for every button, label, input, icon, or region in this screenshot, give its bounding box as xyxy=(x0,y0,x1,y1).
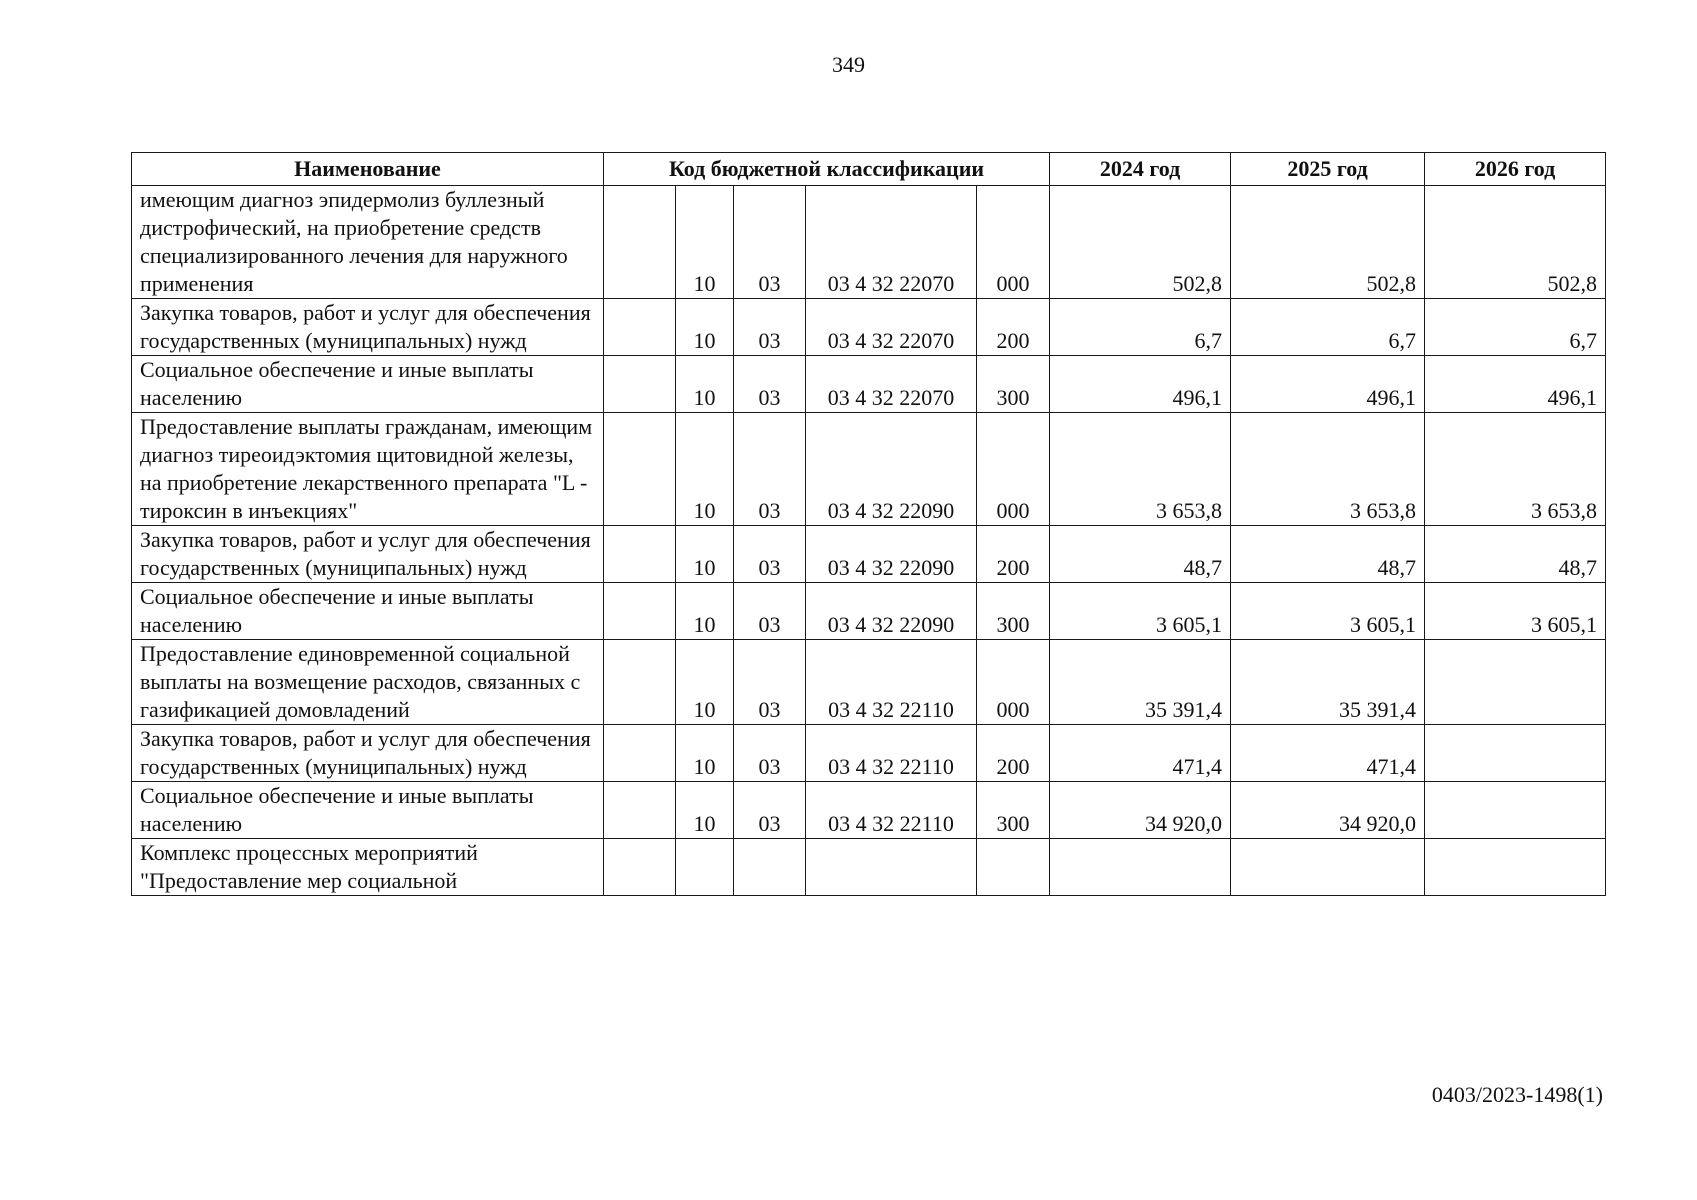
code-subsection: 03 xyxy=(734,782,806,839)
code-subsection xyxy=(734,839,806,896)
code-expense-type: 000 xyxy=(977,186,1050,299)
code-target-article: 03 4 32 22110 xyxy=(806,782,977,839)
code-section: 10 xyxy=(676,299,734,356)
table-row xyxy=(132,413,1606,526)
row-name: Социальное обеспечение и иные выплаты населению xyxy=(132,583,604,640)
amount-2025: 6,7 xyxy=(1231,299,1425,356)
code-part-empty xyxy=(604,782,676,839)
table-row xyxy=(132,356,1606,413)
row-name: Социальное обеспечение и иные выплаты населению xyxy=(132,356,604,413)
table-row xyxy=(132,725,1606,782)
amount-2025 xyxy=(1231,839,1425,896)
code-part-empty xyxy=(604,839,676,896)
table-row xyxy=(132,299,1606,356)
code-target-article: 03 4 32 22110 xyxy=(806,640,977,725)
amount-2024: 6,7 xyxy=(1050,299,1231,356)
code-section: 10 xyxy=(676,583,734,640)
table-row xyxy=(132,583,1606,640)
code-target-article: 03 4 32 22090 xyxy=(806,413,977,526)
amount-2025: 496,1 xyxy=(1231,356,1425,413)
code-part-empty xyxy=(604,640,676,725)
code-subsection: 03 xyxy=(734,356,806,413)
amount-2026: 6,7 xyxy=(1425,299,1606,356)
amount-2024: 3 653,8 xyxy=(1050,413,1231,526)
row-name: Закупка товаров, работ и услуг для обеспечения государственных (муниципальных) нужд xyxy=(132,299,604,356)
amount-2026: 502,8 xyxy=(1425,186,1606,299)
header-name: Наименование xyxy=(132,153,604,186)
code-target-article: 03 4 32 22070 xyxy=(806,299,977,356)
code-expense-type: 300 xyxy=(977,782,1050,839)
code-expense-type: 300 xyxy=(977,356,1050,413)
amount-2026 xyxy=(1425,839,1606,896)
code-target-article: 03 4 32 22070 xyxy=(806,186,977,299)
row-name: Социальное обеспечение и иные выплаты населению xyxy=(132,782,604,839)
header-budget-code: Код бюджетной классификации xyxy=(604,153,1050,186)
header-2024: 2024 год xyxy=(1050,153,1231,186)
code-expense-type: 000 xyxy=(977,640,1050,725)
amount-2024: 48,7 xyxy=(1050,526,1231,583)
table-body xyxy=(132,186,1606,896)
code-part-empty xyxy=(604,725,676,782)
code-expense-type: 300 xyxy=(977,583,1050,640)
row-name: Закупка товаров, работ и услуг для обеспечения государственных (муниципальных) нужд xyxy=(132,526,604,583)
amount-2026 xyxy=(1425,640,1606,725)
code-subsection: 03 xyxy=(734,413,806,526)
amount-2026: 496,1 xyxy=(1425,356,1606,413)
amount-2024: 34 920,0 xyxy=(1050,782,1231,839)
amount-2026: 3 653,8 xyxy=(1425,413,1606,526)
budget-table xyxy=(131,152,1606,896)
code-section: 10 xyxy=(676,640,734,725)
row-name: Комплекс процессных мероприятий "Предоставление мер социальной xyxy=(132,839,604,896)
amount-2024: 3 605,1 xyxy=(1050,583,1231,640)
row-name: Закупка товаров, работ и услуг для обеспечения государственных (муниципальных) нужд xyxy=(132,725,604,782)
code-part-empty xyxy=(604,583,676,640)
code-part-empty xyxy=(604,356,676,413)
code-subsection: 03 xyxy=(734,725,806,782)
document-code: 0403/2023-1498(1) xyxy=(1431,1082,1603,1107)
amount-2025: 502,8 xyxy=(1231,186,1425,299)
table-row xyxy=(132,782,1606,839)
row-name: имеющим диагноз эпидермолиз буллезный дистрофический, на приобретение средств специализированного лечения для наружного применения xyxy=(132,186,604,299)
table-row xyxy=(132,640,1606,725)
code-target-article: 03 4 32 22110 xyxy=(806,725,977,782)
code-subsection: 03 xyxy=(734,186,806,299)
table-row xyxy=(132,839,1606,896)
amount-2026 xyxy=(1425,782,1606,839)
amount-2026: 3 605,1 xyxy=(1425,583,1606,640)
table-row xyxy=(132,186,1606,299)
code-part-empty xyxy=(604,186,676,299)
amount-2024: 471,4 xyxy=(1050,725,1231,782)
amount-2025: 48,7 xyxy=(1231,526,1425,583)
code-part-empty xyxy=(604,526,676,583)
row-name: Предоставление единовременной социальной выплаты на возмещение расходов, связанных с газификацией домовладений xyxy=(132,640,604,725)
code-expense-type xyxy=(977,839,1050,896)
code-target-article: 03 4 32 22090 xyxy=(806,526,977,583)
amount-2024: 502,8 xyxy=(1050,186,1231,299)
page-number: 349 xyxy=(832,52,865,77)
code-expense-type: 200 xyxy=(977,526,1050,583)
code-target-article: 03 4 32 22090 xyxy=(806,583,977,640)
code-section xyxy=(676,839,734,896)
code-subsection: 03 xyxy=(734,640,806,725)
header-2025: 2025 год xyxy=(1231,153,1425,186)
table-row xyxy=(132,526,1606,583)
code-target-article: 03 4 32 22070 xyxy=(806,356,977,413)
row-name: Предоставление выплаты гражданам, имеющим диагноз тиреоидэктомия щитовидной железы, на приобретение лекарственного препарата "L - тироксин в инъекциях" xyxy=(132,413,604,526)
code-section: 10 xyxy=(676,186,734,299)
code-expense-type: 200 xyxy=(977,725,1050,782)
code-expense-type: 000 xyxy=(977,413,1050,526)
amount-2025: 3 605,1 xyxy=(1231,583,1425,640)
code-section: 10 xyxy=(676,356,734,413)
code-section: 10 xyxy=(676,526,734,583)
code-target-article xyxy=(806,839,977,896)
amount-2025: 34 920,0 xyxy=(1231,782,1425,839)
code-subsection: 03 xyxy=(734,583,806,640)
code-subsection: 03 xyxy=(734,299,806,356)
code-section: 10 xyxy=(676,782,734,839)
amount-2025: 35 391,4 xyxy=(1231,640,1425,725)
amount-2024 xyxy=(1050,839,1231,896)
amount-2024: 35 391,4 xyxy=(1050,640,1231,725)
amount-2024: 496,1 xyxy=(1050,356,1231,413)
code-part-empty xyxy=(604,299,676,356)
code-part-empty xyxy=(604,413,676,526)
header-2026: 2026 год xyxy=(1425,153,1606,186)
amount-2025: 471,4 xyxy=(1231,725,1425,782)
code-subsection: 03 xyxy=(734,526,806,583)
code-section: 10 xyxy=(676,413,734,526)
table-header-row xyxy=(132,153,1606,186)
code-expense-type: 200 xyxy=(977,299,1050,356)
amount-2025: 3 653,8 xyxy=(1231,413,1425,526)
amount-2026 xyxy=(1425,725,1606,782)
amount-2026: 48,7 xyxy=(1425,526,1606,583)
code-section: 10 xyxy=(676,725,734,782)
